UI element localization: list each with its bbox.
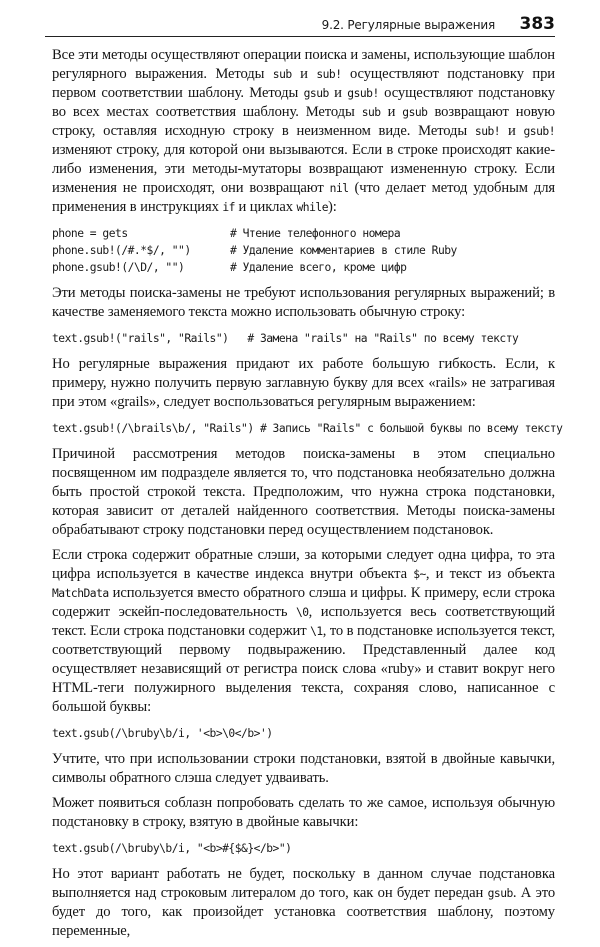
section-title: 9.2. Регулярные выражения <box>321 18 495 32</box>
code-inline: \1 <box>310 625 323 638</box>
code-inline: while <box>296 201 329 214</box>
code-block-gsub-string: text.gsub!("rails", "Rails") # Замена "rails" на "Rails" по всему тексту <box>52 332 519 345</box>
code-block-gsub-regex: text.gsub!(/\brails\b/, "Rails") # Запись "Rails" с большой буквы по всему тексту <box>52 422 563 435</box>
code-inline: sub! <box>474 125 501 138</box>
code-inline: gsub! <box>347 87 379 100</box>
running-header <box>45 10 555 37</box>
code-inline: if <box>222 201 235 214</box>
code-block-bold-ruby: text.gsub(/\bruby\b/i, '<b>\0</b>') <box>52 727 273 740</box>
paragraph-regex-flexibility: Но регулярные выражения придают их работе большую гибкость. Если, к примеру, нужно получить первую заглавную букву для всех «rails» не затрагивая при этом «grails», следует воспользоваться регулярным выражением: <box>52 356 555 410</box>
code-inline: sub <box>361 106 381 119</box>
code-inline: \0 <box>296 606 309 619</box>
code-block-interpolation: text.gsub(/\bruby\b/i, "<b>#{$&}</b>") <box>52 842 292 855</box>
paragraph-wont-work: Но этот вариант работать не будет, поскольку в данном случае подстановка выполняется над строковым литералом до того, как он будет передан gsub. А это будет до того, как произойдет установка соответствия шаблону, поэтому переменные, <box>52 866 556 939</box>
code-inline: sub! <box>316 68 342 81</box>
code-line: phone.sub!(/#.*$/, "") # Удаление комментариев в стиле Ruby <box>52 244 457 257</box>
code-inline: gsub <box>402 106 428 119</box>
paragraph-backslash-digits: Если строка содержит обратные слэши, за которыми следует одна цифра, то эта цифра используется в качестве индекса внутри объекта $~, и текст из объекта MatchData используется вместо обратного слэша и цифры. К примеру, если строка содержит эскейп-последовательность \0, используется весь соответствующий текст. Если строка подстановки содержит \1, то в подстановке используется текст, соответствующий первому подвыражению. Представленный далее код осуществляет независящий от регистра поиск слова «ruby» и ставит вокруг него HTML-теги полужирного выделения текста, сохраняя слово, написанное с большой буквы: <box>52 547 556 715</box>
paragraph-temptation: Может появиться соблазн попробовать сделать то же самое, используя обычную подстановку в строку, взятую в двойные кавычки: <box>52 795 555 830</box>
code-inline: sub <box>272 68 292 81</box>
page-number: 383 <box>519 14 555 34</box>
code-inline: gsub <box>303 87 329 100</box>
paragraph-substitution-reason: Причиной рассмотрения методов поиска-замены в этом специально посвященном им подразделе является то, что подстановка необязательно должна быть простой строкой текста. Предположим, что нужна строка подстановки, которая зависит от деталей найденного соответствия. Методы поиска-замены обрабатывают строку подстановки перед осуществлением подстановок. <box>52 446 555 538</box>
content <box>52 46 563 947</box>
paragraph-double-quotes-note: Учтите, что при использовании строки подстановки, взятой в двойные кавычки, символы обратного слэша следует удваивать. <box>52 751 555 786</box>
code-inline: $~ <box>413 568 426 581</box>
code-inline: gsub <box>487 887 513 900</box>
code-block-phone <box>52 225 555 276</box>
paragraph-methods-intro: Все эти методы осуществляют операции поиска и замены, использующие шаблон регулярного выражения. Методы sub и sub! осуществляют подстановку при первом соответствии шаблону. Методы gsub и gsub! осуществляют подстановку во всех местах соответствия шаблону. Методы sub и gsub возвращают новую строку, оставляя исходную строку в неизменном виде. Методы sub! и gsub! изменяют строку, для которой они вызываются. Если в строке происходят какие-либо изменения, эти методы-мутаторы возвращают измененную строку. Если изменения не происходят, они возвращают nil (что делает метод удобным для применения в инструкциях if и циклах while): <box>52 47 555 215</box>
paragraph-plain-string: Эти методы поиска-замены не требуют использования регулярных выражений; в качестве заменяемого текста можно использовать обычную строку: <box>52 285 555 320</box>
code-inline: MatchData <box>52 587 109 600</box>
code-line: phone = gets # Чтение телефонного номера <box>52 227 401 240</box>
code-inline: gsub! <box>523 125 555 138</box>
code-inline: nil <box>329 182 349 195</box>
code-line: phone.gsub!(/\D/, "") # Удаление всего, кроме цифр <box>52 261 407 274</box>
